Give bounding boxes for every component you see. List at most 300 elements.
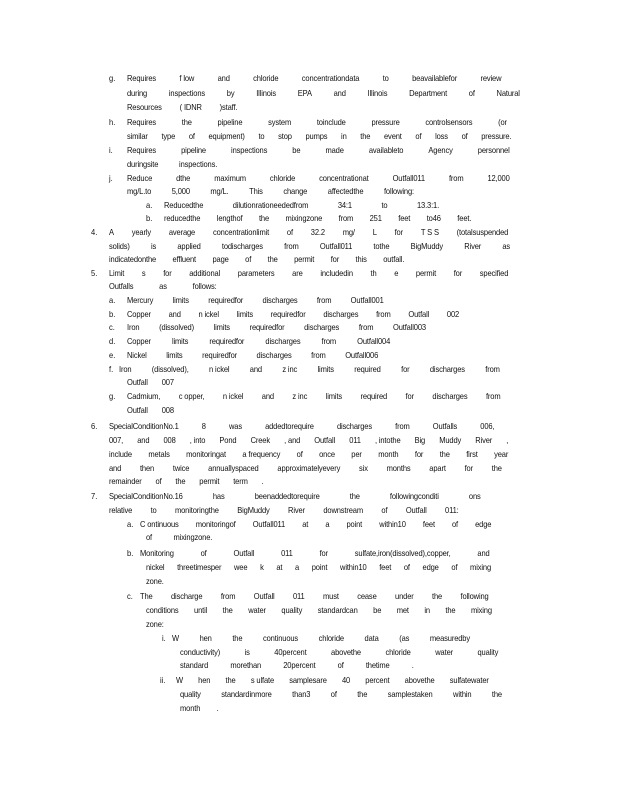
word: in [424,606,430,615]
item-label: b. [127,549,134,558]
word: 011 [292,592,305,601]
word: 20percent [283,661,316,670]
word: 007, [109,436,124,445]
word: similar [127,132,148,141]
word: s ulfate [250,676,275,685]
word: requiredfor [208,296,244,305]
word: at [276,563,283,572]
word: the [349,492,360,501]
word: limits [213,323,230,332]
word: quality [281,606,303,615]
word: This [249,187,263,196]
word: ons [468,492,481,501]
word: term [233,477,248,486]
word: chloride [318,634,344,643]
word: reducedthe [164,214,201,223]
text-line [127,74,501,84]
text-line [109,436,508,446]
word: Outfall004 [357,337,391,346]
word: of [415,132,422,141]
text-line [127,378,174,388]
word: W [176,676,183,685]
word: e [394,269,399,278]
text-line [180,690,502,700]
word: and [261,392,274,401]
word: and [137,436,150,445]
word: inspections. [179,160,218,169]
word: at [302,520,309,529]
word: Nickel [127,351,147,360]
word: inspections [168,89,206,98]
text-line [109,255,404,265]
word: A [109,228,114,237]
word: (dissolved), [151,365,189,374]
word: Outfall [127,406,148,415]
word: 006, [480,422,495,431]
word: chloride [253,74,279,83]
word: discharges [336,422,373,431]
word: from [321,337,337,346]
word: cease [357,592,377,601]
item-label: j. [109,174,113,183]
word: the [432,592,443,601]
word: Reducedthe [164,201,204,210]
word: quality [477,648,499,657]
item-label: c. [127,592,133,601]
word: page [212,255,229,264]
word: controlsensors [425,118,473,127]
word: six [359,464,368,473]
word: Iron [127,323,140,332]
item-label: a. [127,520,134,529]
word: and [109,464,122,473]
word: , and [284,436,301,445]
word: n ickel [209,365,230,374]
word: review [480,74,502,83]
item-label: f. [109,365,114,374]
word: Reduce [127,174,153,183]
word: to46 [426,214,441,223]
word: met [396,606,409,615]
word: T S S [420,228,439,237]
word: Outfall006 [345,351,379,360]
text-line [146,563,491,573]
word: be [292,146,301,155]
text-line [140,549,490,559]
text-line [127,118,507,128]
word: months [386,464,411,473]
word: monitoringthe [174,506,219,515]
text-line [127,337,390,347]
word: mg/L.to [127,187,152,196]
word: morethan [230,661,262,670]
word: a [325,520,330,529]
word: average [168,228,196,237]
word: addedtorequire [265,422,314,431]
word: during [127,89,148,98]
word: standardinmore [221,690,272,699]
word: outfall. [383,255,405,264]
word: Limit [109,269,125,278]
word: concentrationat [319,174,369,183]
word: (totalsuspended [456,228,509,237]
word: f low [179,74,195,83]
item-label: i. [109,146,113,155]
word: River [464,242,482,251]
text-line [127,296,384,306]
word: Pond [219,436,237,445]
word: Illinois [367,89,388,98]
text-line [140,592,489,602]
word: discharges [265,337,301,346]
word: standard [180,661,209,670]
word: this [355,255,367,264]
word: BigMuddy [410,242,444,251]
word: monitoringat [186,450,226,459]
word: is [244,648,250,657]
word: of [461,132,468,141]
word: of [155,477,162,486]
word: 251 [369,214,382,223]
word: and [217,74,230,83]
word: sulfate,iron(dissolved),copper, [354,549,451,558]
word: c opper, [178,392,205,401]
word: from [220,592,236,601]
word: additional [189,269,221,278]
word: chloride [385,648,411,657]
word: discharges [262,296,298,305]
item-label: i. [162,634,166,643]
word: the [267,255,278,264]
word: standardcan [317,606,358,615]
word: 011 [281,549,293,558]
word: of [188,132,195,141]
word: type [161,132,176,141]
item-label: g. [109,392,116,401]
text-line [176,676,489,686]
word: discharges [304,323,340,332]
word: Muddy [439,436,462,445]
word: follows: [192,282,217,291]
word: Outfall011 [392,174,425,183]
word: for [405,392,414,401]
word: 002 [446,310,460,319]
word: and [477,549,490,558]
word: limits [236,310,253,319]
text-line [109,422,494,432]
word: month [180,704,201,713]
text-line [180,661,414,671]
word: the [491,690,502,699]
text-line [127,323,426,333]
word: Outfall [253,592,275,601]
word: from [376,310,391,319]
word: beavailablefor [412,74,458,83]
text-line [172,634,470,644]
word: W [172,634,179,643]
item-label: a. [109,296,116,305]
word: k [260,563,264,572]
word: from [358,323,374,332]
word: solids) [109,242,130,251]
word: yearly [131,228,152,237]
word: apart [429,464,446,473]
word: in [341,132,347,141]
word: event [384,132,402,141]
item-label: a. [146,201,153,210]
word: the [225,676,236,685]
word: nickel [146,563,165,572]
word: ( IDNR [179,103,202,112]
word: parameters [237,269,275,278]
word: required [354,365,381,374]
word: from [316,296,332,305]
word: mg/L. [210,187,229,196]
word: (as [399,634,410,643]
word: n ickel [222,392,244,401]
word: remainder [109,477,142,486]
word: feet [422,520,435,529]
word: specified [479,269,509,278]
word: the [175,477,186,486]
word: concentrationdata [301,74,360,83]
word: Iron [119,365,132,374]
word: per [351,450,362,459]
word: 40percent [274,648,307,657]
word: 011 [349,436,361,445]
word: Requires [127,146,157,155]
word: thetime [365,661,390,670]
word: percent [365,676,390,685]
word: 8 [201,422,206,431]
word: permit [199,477,220,486]
word: BigMuddy [237,506,270,515]
word: zone. [146,577,164,586]
word: from [311,351,326,360]
text-line [109,242,510,252]
word: is [150,242,157,251]
word: mixing [470,606,492,615]
item-label: 4. [91,228,98,237]
item-label: g. [109,74,116,83]
word: Big [414,436,426,445]
text-line [109,506,459,516]
word: todischarges [221,242,263,251]
word: as [502,242,511,251]
word: threetimesper [177,563,222,572]
word: permit [415,269,437,278]
text-line [127,160,217,170]
word: following [460,592,489,601]
word: Mercury [127,296,154,305]
text-line [146,620,166,630]
word: 007 [161,378,174,387]
word: EPA [297,89,312,98]
word: discharges [256,351,292,360]
text-line [127,174,510,184]
word: SpecialConditionNo.16 [109,492,183,501]
word: abovethe [404,676,435,685]
word: the [445,606,456,615]
word: )staff. [219,103,238,112]
word: annuallyspaced [208,464,259,473]
word: water [435,648,453,657]
word: from [395,422,410,431]
text-line [109,464,502,474]
word: than3 [292,690,311,699]
word: Outfall [405,506,427,515]
word: until [194,606,208,615]
word: pipeline [181,146,206,155]
word: for [319,549,328,558]
word: are [292,269,303,278]
word: z inc [292,392,308,401]
word: River [475,436,493,445]
word: , into [189,436,206,445]
word: year [494,450,509,459]
word: relative [109,506,133,515]
item-label: b. [109,310,116,319]
word: loss [435,132,448,141]
word: Agency [428,146,453,155]
word: 40 [341,676,351,685]
word: and [333,89,346,98]
word: of [468,89,475,98]
word: discharges [432,392,468,401]
word: z inc [282,365,298,374]
word: from [284,242,299,251]
word: . [216,704,219,713]
word: Creek [250,436,270,445]
word: beenaddedtorequire [254,492,320,501]
word: lengthof [216,214,243,223]
word: from [338,214,354,223]
text-line [127,351,378,361]
text-line [127,392,501,402]
word: Cadmium, [127,392,161,401]
word: measuredby [429,634,470,643]
word: feet. [457,214,472,223]
word: to [382,74,389,83]
word: to [258,132,265,141]
word: within10 [340,563,367,572]
word: from [448,174,464,183]
word: requiredfor [270,310,306,319]
word: include [109,450,132,459]
word: made [325,146,344,155]
word: Resources [127,103,162,112]
word: for [414,450,424,459]
word: indicatedonthe [109,255,157,264]
word: requiredfor [249,323,285,332]
word: point [346,520,363,529]
word: of [200,549,207,558]
word: monitoringof [195,520,236,529]
text-line [140,520,491,530]
word: Illinois [256,89,277,98]
word: the [357,690,368,699]
word: Requires [127,74,157,83]
word: must [323,592,339,601]
word: stop [278,132,292,141]
word: a [295,563,300,572]
word: of [330,690,337,699]
word: 5,000 [171,187,190,196]
text-line [146,577,164,587]
word: pressure. [481,132,512,141]
word: wee [234,563,248,572]
word: the [222,606,233,615]
word: mixingzone [285,214,323,223]
word: pipeline [217,118,243,127]
item-label: 5. [91,269,98,278]
word: followingconditi [389,492,439,501]
word: first [466,450,478,459]
word: 008 [163,436,176,445]
word: be [373,606,382,615]
item-label: e. [109,351,116,360]
word: inspections [231,146,268,155]
word: dthe [176,174,191,183]
word: concentrationlimit [212,228,270,237]
word: discharges [429,365,465,374]
word: Copper [127,337,151,346]
word: samplesare [289,676,327,685]
word: from [485,365,500,374]
word: continuous [262,634,299,643]
word: feet [379,563,392,572]
word: availableto [368,146,404,155]
word: Outfalls [432,422,458,431]
word: duringsite [127,160,159,169]
word: of [337,661,344,670]
text-line [146,533,212,543]
word: metals [148,450,170,459]
word: , intothe [374,436,401,445]
word: once [319,450,335,459]
item-label: ii. [160,676,166,685]
word: the [491,464,502,473]
text-line [146,606,492,616]
word: 34:1 [337,201,352,210]
word: Department [409,89,448,98]
word: edge [475,520,492,529]
word: . [411,661,414,670]
word: change [283,187,308,196]
text-line [109,492,481,502]
word: for [330,255,340,264]
word: feet [398,214,411,223]
word: equipment) [208,132,245,141]
item-label: h. [109,118,116,127]
word: requiredfor [202,351,238,360]
word: n ickel [198,310,219,319]
word: as [159,282,167,291]
word: conditions [146,606,179,615]
word: for [453,269,463,278]
word: system [268,118,292,127]
word: conductivity) [180,648,221,657]
word: L [372,228,377,237]
text-line [119,365,500,375]
word: has [212,492,225,501]
word: by [226,89,235,98]
word: The [140,592,153,601]
text-line [127,89,520,99]
item-label: d. [109,337,116,346]
word: from [485,392,501,401]
text-line [127,146,510,156]
